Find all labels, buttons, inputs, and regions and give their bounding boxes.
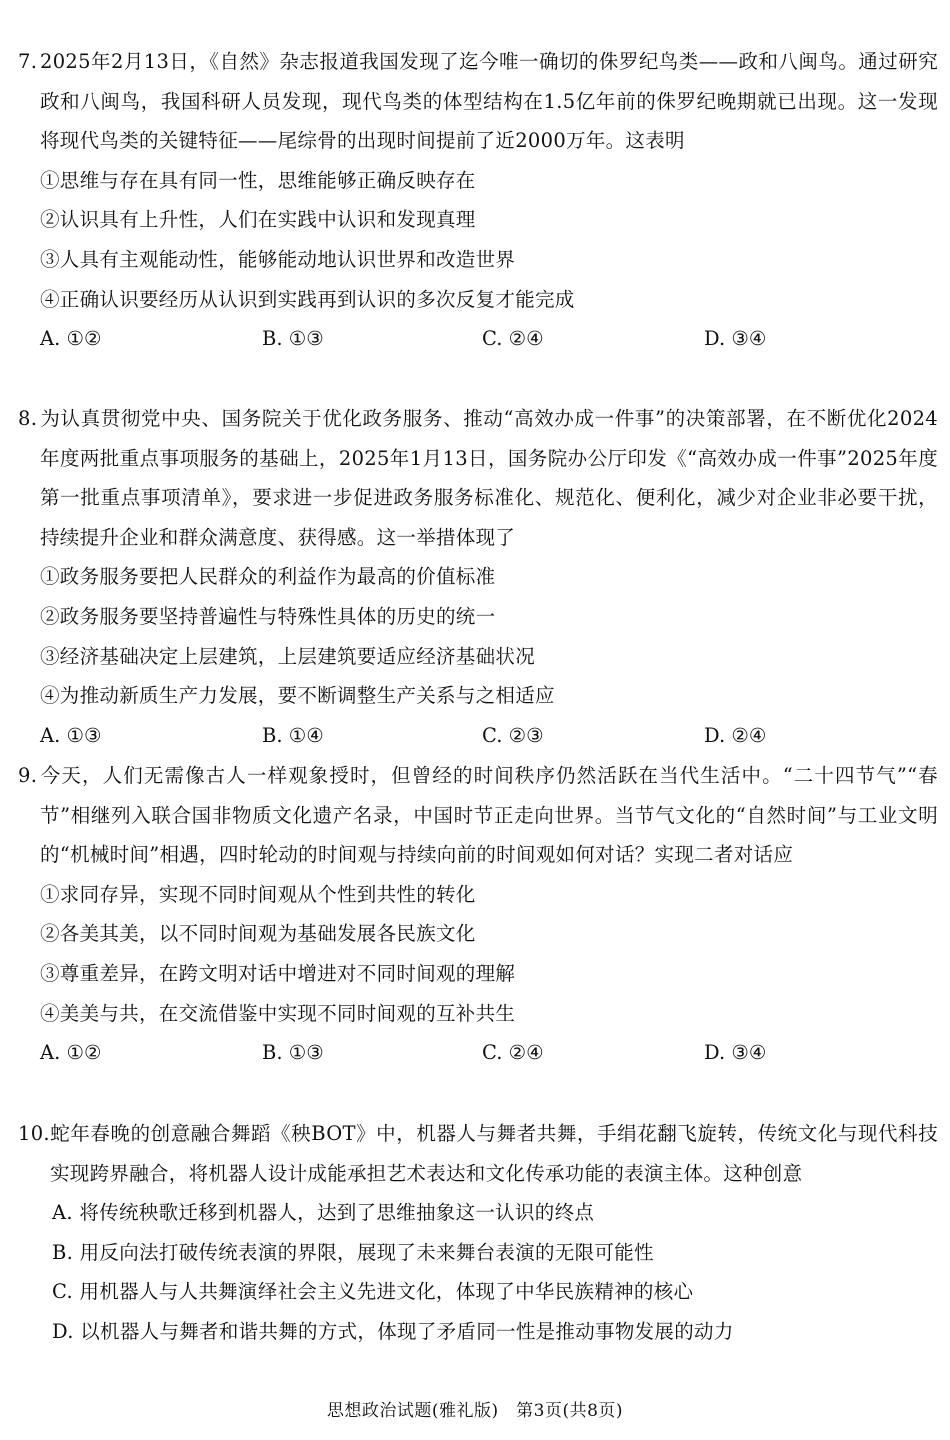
statement-3: ③尊重差异，在跨文明对话中增进对不同时间观的理解: [40, 961, 516, 985]
statement-1: ①求同存异，实现不同时间观从个性到共性的转化: [40, 882, 476, 906]
question-7: [18, 42, 938, 359]
statement-2: ②认识具有上升性，人们在实践中认识和发现真理: [40, 208, 476, 232]
statement-4: ④为推动新质生产力发展，要不断调整生产关系与之相适应: [40, 684, 555, 708]
option-c[interactable]: C. 用机器人与人共舞演绎社会主义先进文化，体现了中华民族精神的核心: [52, 1280, 694, 1304]
question-number: 7.: [18, 50, 38, 73]
choice-b[interactable]: B. ①③: [262, 1041, 324, 1065]
question-text: 为认真贯彻党中央、国务院关于优化政务服务、推动“高效办成一件事”的决策部署，在不断优化2024年度两批重点事项服务的基础上，2025年1月13日，国务院办公厅印发《“高效办成一件事”2025年度第一批重点事项清单》，要求进一步促进政务服务标准化、规范化、便利化，减少对企业非必要干扰，持续提升企业和群众满意度、获得感。这一举措体现了: [40, 407, 938, 549]
question-text: 今天，人们无需像古人一样观象授时，但曾经的时间秩序仍然活跃在当代生活中。“二十四节气”“春节”相继列入联合国非物质文化遗产名录，中国时节正走向世界。当节气文化的“自然时间”与工业文明的“机械时间”相遇，四时轮动的时间观与持续向前的时间观如何对话？实现二者对话应: [40, 764, 938, 867]
statement-4: ④美美与共，在交流借鉴中实现不同时间观的互补共生: [40, 1001, 516, 1025]
question-8: [18, 399, 938, 755]
choice-a[interactable]: A. ①②: [40, 327, 102, 351]
choice-b[interactable]: B. ①④: [262, 723, 324, 747]
statement-4: ④正确认识要经历从认识到实践再到认识的多次反复才能完成: [40, 287, 575, 311]
choice-c[interactable]: C. ②③: [482, 723, 544, 747]
answer-choices: [18, 319, 938, 359]
choice-d[interactable]: D. ③④: [704, 327, 767, 351]
statement-1: ①政务服务要把人民群众的利益作为最高的价值标准: [40, 565, 496, 589]
choice-a[interactable]: A. ①③: [40, 723, 102, 747]
question-stem: [18, 1114, 938, 1193]
question-text: 蛇年春晚的创意融合舞蹈《秧BOT》中，机器人与舞者共舞，手绢花翻飞旋转，传统文化与现代科技实现跨界融合，将机器人设计成能承担艺术表达和文化传承功能的表演主体。这种创意: [50, 1122, 938, 1185]
question-text: 2025年2月13日，《自然》杂志报道我国发现了迄今唯一确切的侏罗纪鸟类——政和八闽鸟。通过研究政和八闽鸟，我国科研人员发现，现代鸟类的体型结构在1.5亿年前的侏罗纪晚期就已出现。这一发现将现代鸟类的关键特征——尾综骨的出现时间提前了近2000万年。这表明: [40, 50, 938, 153]
choice-d[interactable]: D. ②④: [704, 723, 767, 747]
statement-3: ③经济基础决定上层建筑，上层建筑要适应经济基础状况: [40, 644, 536, 668]
page-footer: 思想政治试题(雅礼版) 第3页(共8页): [326, 1401, 624, 1421]
question-number: 8.: [18, 407, 38, 430]
choice-c[interactable]: C. ②④: [482, 327, 544, 351]
choice-c[interactable]: C. ②④: [482, 1041, 544, 1065]
choice-a[interactable]: A. ①②: [40, 1041, 102, 1065]
option-d[interactable]: D. 以机器人与舞者和谐共舞的方式，体现了矛盾同一性是推动事物发展的动力: [52, 1319, 734, 1343]
answer-choices: [18, 1033, 938, 1073]
statement-2: ②各美其美，以不同时间观为基础发展各民族文化: [40, 922, 476, 946]
answer-choices: [18, 716, 938, 756]
choice-b[interactable]: B. ①③: [262, 327, 324, 351]
statement-3: ③人具有主观能动性，能够能动地认识世界和改造世界: [40, 247, 516, 271]
question-9: [18, 756, 938, 1073]
question-stem: [18, 756, 938, 875]
question-number: 10.: [18, 1122, 50, 1145]
option-a[interactable]: A. 将传统秧歌迁移到机器人，达到了思维抽象这一认识的终点: [52, 1201, 595, 1225]
choice-d[interactable]: D. ③④: [704, 1041, 767, 1065]
question-10: [18, 1114, 938, 1352]
statement-2: ②政务服务要坚持普遍性与特殊性具体的历史的统一: [40, 604, 496, 628]
question-number: 9.: [18, 764, 38, 787]
question-stem: [18, 42, 938, 161]
statement-1: ①思维与存在具有同一性，思维能够正确反映存在: [40, 168, 476, 192]
option-b[interactable]: B. 用反向法打破传统表演的界限，展现了未来舞台表演的无限可能性: [52, 1240, 654, 1264]
question-stem: [18, 399, 938, 557]
